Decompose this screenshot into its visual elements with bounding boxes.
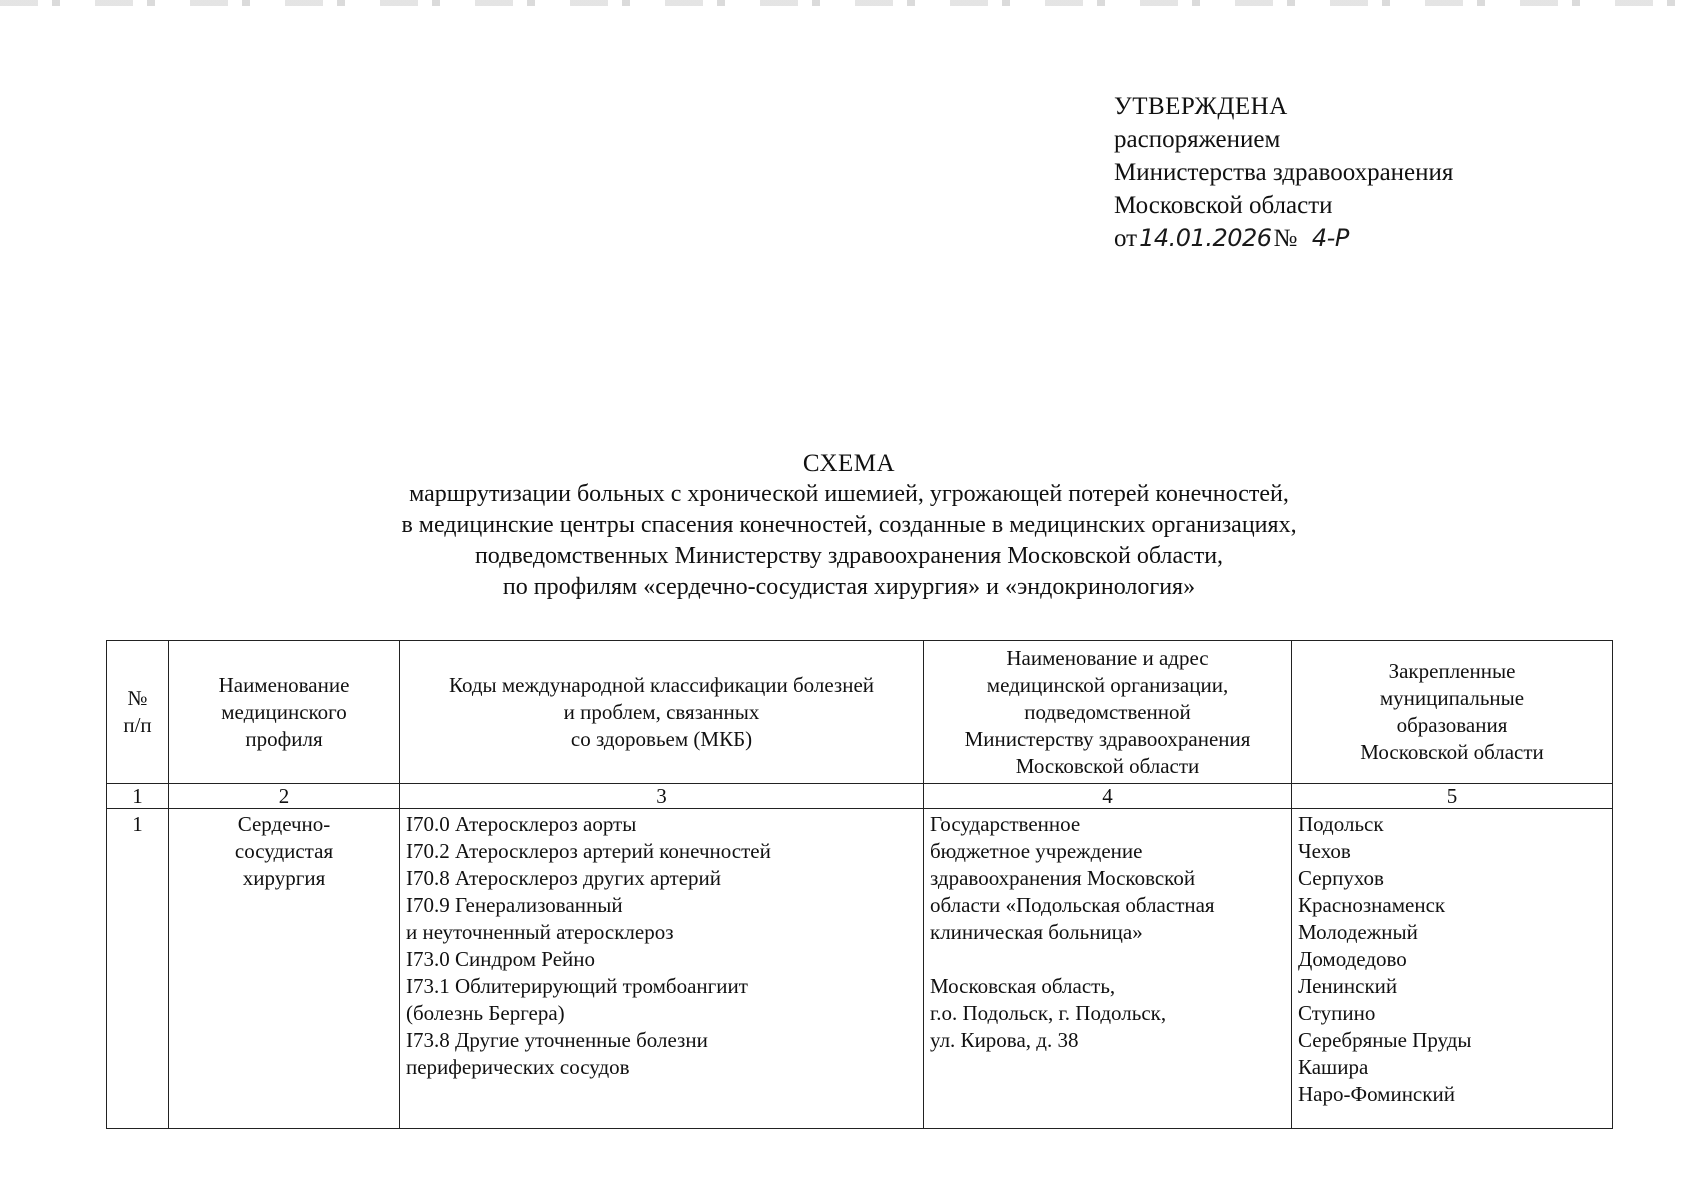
cell-icd-codes <box>400 809 924 1129</box>
column-number: 4 <box>924 784 1292 809</box>
document-subtitle-line: в медицинские центры спасения конечностей, созданные в медицинских организациях, <box>401 512 1297 538</box>
column-number: 3 <box>400 784 924 809</box>
municipality-item: Серебряные Пруды <box>1298 1028 1472 1052</box>
approval-stamp-block <box>1114 90 1554 255</box>
header-line: Московской области <box>1360 740 1544 764</box>
municipality-item: Серпухов <box>1298 866 1384 890</box>
column-number: 2 <box>169 784 400 809</box>
organization-name-line: бюджетное учреждение <box>930 839 1143 863</box>
header-line: Закрепленные <box>1388 659 1516 683</box>
organization-name-line: Государственное <box>930 812 1081 836</box>
organization-address-line: г.о. Подольск, г. Подольск, <box>930 1001 1167 1025</box>
icd-code-line: периферических сосудов <box>406 1055 630 1079</box>
document-subtitle-line: по профилям «сердечно-сосудистая хирургия» и «эндокринология» <box>502 574 1196 600</box>
header-profile <box>169 641 400 784</box>
icd-code-line: I70.8 Атеросклероз других артерий <box>406 866 722 890</box>
header-line: со здоровьем (МКБ) <box>570 726 753 751</box>
document-subtitle-line: подведомственных Министерству здравоохранения Московской области, <box>474 543 1224 569</box>
municipality-item: Подольск <box>1298 812 1384 836</box>
header-icd-codes <box>400 641 924 784</box>
approval-heading: УТВЕРЖДЕНА <box>1114 93 1288 120</box>
municipality-item: Чехов <box>1298 839 1351 863</box>
municipality-item: Ленинский <box>1298 974 1398 998</box>
column-number-row <box>107 784 1613 809</box>
icd-code-line: I70.0 Атеросклероз аорты <box>406 812 637 836</box>
municipality-item: Молодежный <box>1298 920 1418 944</box>
cell-municipalities <box>1292 809 1613 1129</box>
cell-profile <box>169 809 400 1129</box>
municipality-item: Ступино <box>1298 1001 1376 1025</box>
document-subtitle-line: маршрутизации больных с хронической ишемией, угрожающей потерей конечностей, <box>409 481 1289 507</box>
table-row <box>107 809 1613 1129</box>
organization-address-line: Московская область, <box>930 974 1116 998</box>
icd-code-line: I73.0 Синдром Рейно <box>406 947 595 971</box>
document-heading <box>0 448 1698 603</box>
header-organization <box>924 641 1292 784</box>
cell-organization <box>924 809 1292 1129</box>
header-line: № <box>127 686 148 710</box>
organization-name-line: здравоохранения Московской <box>930 866 1196 890</box>
header-line: Наименование <box>218 672 350 697</box>
document-title: СХЕМА <box>802 450 896 477</box>
icd-code-line: I70.9 Генерализованный <box>406 893 623 917</box>
header-line: Коды международной классификации болезней <box>448 672 875 697</box>
approval-date-line <box>1114 222 1554 255</box>
organization-address-line: ул. Кирова, д. 38 <box>930 1028 1079 1052</box>
handwritten-number: 4-Р <box>1311 224 1349 252</box>
profile-line: Сердечно- <box>237 812 331 836</box>
header-line: профиля <box>245 726 323 751</box>
column-number: 5 <box>1292 784 1613 809</box>
table-header-row <box>107 641 1613 784</box>
organization-name-line: области «Подольская областная <box>930 893 1215 917</box>
header-line: подведомственной <box>1024 699 1191 724</box>
spacer <box>930 946 1285 973</box>
column-number: 1 <box>107 784 169 809</box>
header-line: Московской области <box>1015 753 1200 778</box>
approval-line-ministry: Министерства здравоохранения <box>1114 159 1454 186</box>
icd-code-line: I70.2 Атеросклероз артерий конечностей <box>406 839 771 863</box>
approval-line-order: распоряжением <box>1114 126 1281 153</box>
municipality-item: Домодедово <box>1298 947 1407 971</box>
header-line: медицинского <box>221 699 347 724</box>
icd-code-line: и неуточненный атеросклероз <box>406 920 674 944</box>
header-line: муниципальные <box>1379 686 1525 710</box>
number-prefix: № <box>1273 225 1298 252</box>
header-line: и проблем, связанных <box>563 699 760 724</box>
header-line: п/п <box>123 713 152 737</box>
profile-line: сосудистая <box>234 839 334 863</box>
header-line: Министерству здравоохранения <box>964 726 1251 751</box>
icd-code-line: (болезнь Бергера) <box>406 1001 565 1025</box>
header-line: Наименование и адрес <box>1006 645 1209 670</box>
header-number <box>107 641 169 784</box>
header-municipalities <box>1292 641 1613 784</box>
header-line: медицинской организации, <box>986 672 1229 697</box>
municipality-item: Краснознаменск <box>1298 893 1446 917</box>
scan-edge-artifact <box>0 0 1698 6</box>
cell-row-number: 1 <box>107 809 169 1129</box>
icd-code-line: I73.1 Облитерирующий тромбоангиит <box>406 974 748 998</box>
organization-name-line: клиническая больница» <box>930 920 1143 944</box>
handwritten-date: 14.01.2026 <box>1139 224 1272 252</box>
routing-table <box>106 640 1613 1129</box>
approval-line-region: Московской области <box>1114 192 1333 219</box>
header-line: образования <box>1396 713 1508 737</box>
municipality-item: Наро-Фоминский <box>1298 1082 1455 1106</box>
icd-code-line: I73.8 Другие уточненные болезни <box>406 1028 708 1052</box>
profile-line: хирургия <box>242 866 326 890</box>
date-prefix: от <box>1114 225 1138 252</box>
municipality-item: Кашира <box>1298 1055 1369 1079</box>
